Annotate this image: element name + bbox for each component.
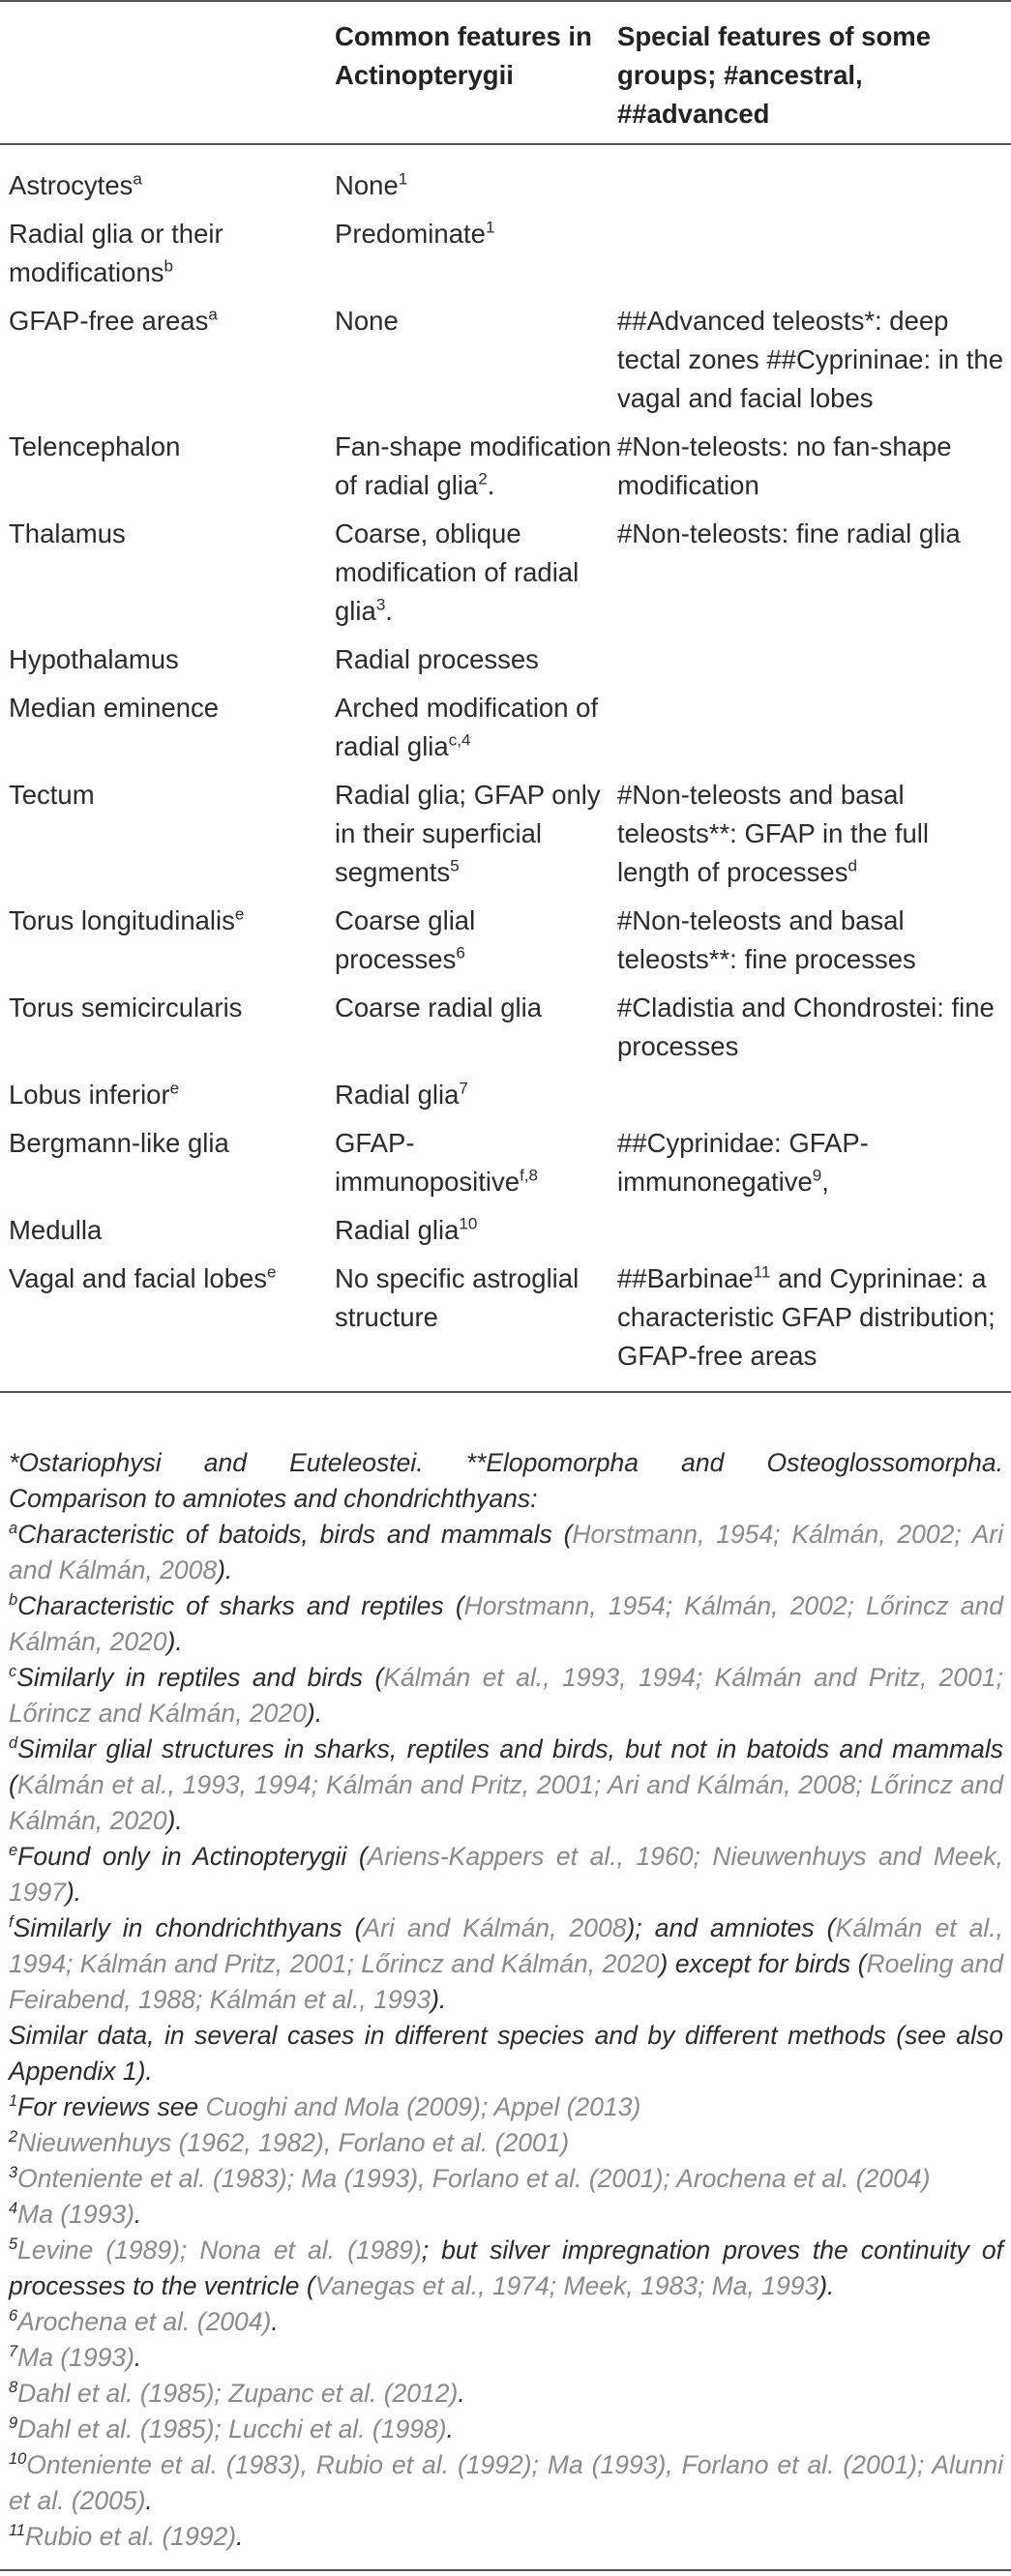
common-text: Radial glia (335, 1215, 460, 1245)
note-10-refs[interactable]: Onteniente et al. (1983), Rubio et al. (1992); Ma (1993), Forlano et al. (2001); Alunni et al. (2005) (9, 2450, 1003, 2515)
note-f-refs-2[interactable]: Kálmán et al., 1994; Kálmán and Pritz, 2001; Lőrincz and Kálmán, 2020 (9, 1913, 1004, 1978)
common-note-mark: 1 (398, 169, 408, 189)
feature-text: Telencephalon (9, 431, 181, 461)
cell-common (335, 687, 617, 774)
common-text: Coarse radial glia (335, 992, 542, 1022)
cell-special (617, 144, 1011, 213)
cell-feature (0, 687, 335, 774)
note-5-refs-1[interactable]: Levine (1989); Nona et al. (1989) (17, 2235, 422, 2265)
note-2-refs[interactable]: Nieuwenhuys (1962, 1982), Forlano et al. (2001) (17, 2128, 570, 2157)
common-text: None (335, 306, 399, 336)
note-8-refs[interactable]: Dahl et al. (1985); Zupanc et al. (2012) (17, 2379, 459, 2408)
feature-text: GFAP-free areas (9, 306, 209, 336)
table-row (0, 687, 1011, 774)
common-note-mark: 5 (450, 856, 460, 875)
note-b-refs[interactable]: Horstmann, 1954; Kálmán, 2002; Lőrincz and Kálmán, 2020 (9, 1591, 1004, 1656)
special-prefix-note-mark: 11 (753, 1262, 771, 1282)
note-7: $^7$Ma (1993). (9, 2342, 142, 2372)
common-note-mark: 6 (456, 943, 465, 962)
cell-feature (0, 1074, 335, 1122)
glia-features-table (0, 8, 1011, 1393)
note-e: $^e$Found only in Actinopterygii (Ariens-Kappers et al., 1960; Nieuwenhuys and Meek, 1997). (9, 1841, 1003, 1907)
special-text: #Cladistia and Chondrostei: fine processes (617, 992, 995, 1061)
common-text: None (335, 170, 399, 200)
feature-text: Astrocytes (9, 170, 134, 200)
feature-note-mark: e (169, 1079, 180, 1098)
feature-note-mark: e (234, 904, 245, 924)
feature-text: Medulla (9, 1215, 103, 1245)
note-7-refs[interactable]: Ma (1993) (17, 2343, 134, 2372)
note-a-refs[interactable]: Horstmann, 1954; Kálmán, 2002; Ari and Kálmán, 2008 (9, 1520, 1003, 1584)
note-5-refs-2[interactable]: Vanegas et al., 1974; Meek, 1983; Ma, 1993 (314, 2271, 819, 2300)
cell-feature (0, 1258, 335, 1392)
common-text: Fan-shape modification of radial glia (335, 431, 611, 500)
cell-feature (0, 300, 335, 426)
note-d: $^d$Similar glial structures in sharks, reptiles and birds, but not in batoids and mammals (Kálmán et al., 1993, 1994; Kálmán and Pritz, 2001; Ari and Kálmán, 2008; Lőrincz and Kálmán, 2020). (9, 1733, 1003, 1835)
note-1-refs[interactable]: Cuoghi and Mola (2009); Appel (2013) (205, 2092, 641, 2121)
table-row (0, 774, 1011, 900)
table-row (0, 513, 1011, 638)
table-row (0, 1122, 1011, 1209)
note-3: $^3$Onteniente et al. (1983); Ma (1993), Forlano et al. (2001); Arochena et al. (2004) (9, 2163, 931, 2193)
feature-text: Vagal and facial lobes (9, 1263, 268, 1293)
common-text: Predominate (335, 219, 486, 249)
note-2: $^2$Nieuwenhuys (1962, 1982), Forlano et al. (2001) (9, 2127, 570, 2157)
feature-text: Torus semicircularis (9, 992, 243, 1022)
header-special: Special features of some groups; #ancestral, ##advanced (617, 21, 932, 129)
feature-text: Hypothalamus (9, 644, 179, 674)
feature-text: Torus longitudinalis (9, 905, 235, 935)
cell-special (617, 300, 1011, 426)
note-f: $^f$Similarly in chondrichthyans (Ari and Kálmán, 2008); and amniotes (Kálmán et al., 1994; Kálmán and Pritz, 2001; Lőrincz and Kálmán, 2020) except for birds (Roeling and Feirabend, 1988; Kálmán et al., 1993). (9, 1912, 1004, 2014)
cell-special (617, 426, 1011, 513)
cell-common (335, 1074, 617, 1122)
table-row (0, 300, 1011, 426)
special-text: #Non-teleosts and basal teleosts**: GFAP in the full length of processes (617, 780, 930, 887)
cell-feature (0, 513, 335, 638)
cell-special (617, 213, 1011, 300)
table-body (0, 144, 1011, 1392)
cell-common (335, 426, 617, 513)
table-row (0, 900, 1011, 987)
special-text: and Cyprininae: a characteristic GFAP distribution; GFAP-free areas (617, 1263, 996, 1371)
cell-feature (0, 1122, 335, 1209)
table-row (0, 638, 1011, 687)
cell-special (617, 1258, 1011, 1392)
header-row (0, 8, 1011, 144)
cell-feature (0, 1209, 335, 1258)
table-row (0, 144, 1011, 213)
cell-special (617, 513, 1011, 638)
note-5: $^5$Levine (1989); Nona et al. (1989); but silver impregnation proves the continuity of processes to the ventricle (Vanegas et al., 1974; Meek, 1983; Ma, 1993). (9, 2235, 1003, 2300)
cell-feature (0, 774, 335, 900)
cell-common (335, 513, 617, 638)
special-suffix: , (821, 1167, 829, 1197)
table-top-rule (0, 0, 1011, 2)
feature-note-mark: e (267, 1262, 277, 1282)
feature-note-mark: a (208, 305, 218, 324)
note-4-refs[interactable]: Ma (1993) (17, 2200, 134, 2229)
feature-text: Radial glia or their modifications (9, 219, 223, 287)
table-header (0, 8, 1011, 144)
note-e-refs[interactable]: Ariens-Kappers et al., 1960; Nieuwenhuys and Meek, 1997 (9, 1842, 1003, 1907)
note-3-refs[interactable]: Onteniente et al. (1983); Ma (1993), Forlano et al. (2001); Arochena et al. (2004) (17, 2164, 931, 2193)
common-note-mark: 10 (459, 1214, 478, 1233)
note-similar: Similar data, in several cases in different species and by different methods (see also Appendix 1). (9, 2021, 1003, 2086)
cell-common (335, 144, 617, 213)
feature-text: Lobus inferior (9, 1080, 170, 1110)
note-groups: *Ostariophysi and Euteleostei. **Elopomorpha and Osteoglossomorpha. (9, 1448, 1003, 1477)
common-text: Coarse glial processes (335, 905, 476, 974)
cell-common (335, 1122, 617, 1209)
special-text: #Non-teleosts: no fan-shape modification (617, 431, 952, 500)
cell-special (617, 987, 1011, 1074)
cell-common (335, 638, 617, 687)
common-text: Radial glia (335, 1080, 460, 1110)
cell-feature (0, 638, 335, 687)
cell-special (617, 1209, 1011, 1258)
note-a: $^a$Characteristic of batoids, birds and mammals (Horstmann, 1954; Kálmán, 2002; Ari and Kálmán, 2008). (9, 1519, 1003, 1584)
special-note-mark: d (847, 856, 857, 875)
special-prefix: ##Barbinae (617, 1263, 754, 1293)
note-11: $^{11}$Rubio et al. (1992). (9, 2521, 244, 2551)
cell-common (335, 213, 617, 300)
cell-common (335, 300, 617, 426)
note-4: $^4$Ma (1993). (9, 2199, 142, 2229)
note-8: $^8$Dahl et al. (1985); Zupanc et al. (2012). (9, 2378, 465, 2408)
common-text: Arched modification of radial glia (335, 693, 599, 761)
common-note-mark: 2 (478, 469, 488, 489)
note-1: $^1$For reviews see Cuoghi and Mola (2009); Appel (2013) (9, 2091, 641, 2121)
common-note-mark: 7 (459, 1079, 468, 1098)
feature-text: Median eminence (9, 693, 220, 723)
common-suffix: . (487, 470, 495, 500)
common-text: No specific astroglial structure (335, 1263, 580, 1332)
common-text: Radial processes (335, 644, 539, 674)
note-d-refs[interactable]: Kálmán et al., 1993, 1994; Kálmán and Pritz, 2001; Ari and Kálmán, 2008; Lőrincz and Kálmán, 2020 (9, 1770, 1003, 1835)
feature-text: Thalamus (9, 518, 126, 548)
common-text: Coarse, oblique modification of radial glia (335, 518, 580, 626)
cell-feature (0, 900, 335, 987)
note-10: $^{10}$Onteniente et al. (1983), Rubio et al. (1992); Ma (1993), Forlano et al. (2001); Alunni et al. (2005). (9, 2449, 1003, 2515)
note-6: $^6$Arochena et al. (2004). (9, 2306, 279, 2336)
note-f-refs-1[interactable]: Ari and Kálmán, 2008 (363, 1913, 627, 1942)
common-text: GFAP-immunopositive (335, 1128, 520, 1197)
table-row (0, 426, 1011, 513)
feature-note-mark: b (164, 256, 173, 276)
table-row (0, 987, 1011, 1074)
note-6-refs[interactable]: Arochena et al. (2004) (17, 2307, 272, 2336)
common-note-mark: 3 (375, 595, 386, 614)
special-text: ##Cyprinidae: GFAP-immunonegative (617, 1128, 869, 1197)
common-note-mark: c,4 (448, 730, 471, 750)
note-c: $^c$Similarly in reptiles and birds (Kálmán et al., 1993, 1994; Kálmán and Pritz, 2001; Lőrincz and Kálmán, 2020). (9, 1662, 1003, 1728)
cell-common (335, 1258, 617, 1392)
common-suffix: . (385, 596, 393, 626)
feature-text: Bergmann-like glia (9, 1128, 229, 1158)
note-c-refs[interactable]: Kálmán et al., 1993, 1994; Kálmán and Pritz, 2001; Lőrincz and Kálmán, 2020 (9, 1663, 1003, 1728)
table-row (0, 1074, 1011, 1122)
cell-common (335, 774, 617, 900)
cell-common (335, 900, 617, 987)
common-note-mark: 1 (485, 218, 495, 237)
special-text: ##Advanced teleosts*: deep tectal zones ##Cyprininae: in the vagal and facial lobes (617, 306, 1003, 413)
common-text: Radial glia; GFAP only in their superficial segments (335, 780, 601, 887)
feature-note-mark: a (133, 169, 142, 189)
note-9: $^9$Dahl et al. (1985); Lucchi et al. (1998). (9, 2413, 454, 2443)
table-bottom-rule (0, 2569, 1011, 2571)
cell-special (617, 638, 1011, 687)
cell-special (617, 1122, 1011, 1209)
note-f-refs-3[interactable]: Roeling and Feirabend, 1988; Kálmán et al., 1993 (9, 1949, 1003, 2014)
note-b: $^b$Characteristic of sharks and reptiles (Horstmann, 1954; Kálmán, 2002; Lőrincz and Kálmán, 2020). (9, 1590, 1004, 1656)
special-text: #Non-teleosts: fine radial glia (617, 518, 961, 548)
cell-feature (0, 213, 335, 300)
cell-common (335, 1209, 617, 1258)
cell-special (617, 687, 1011, 774)
cell-feature (0, 987, 335, 1074)
cell-special (617, 1074, 1011, 1122)
note-11-refs[interactable]: Rubio et al. (1992) (25, 2522, 237, 2551)
cell-common (335, 987, 617, 1074)
cell-special (617, 900, 1011, 987)
table-footnotes (9, 1445, 1003, 2555)
cell-feature (0, 144, 335, 213)
table-row (0, 213, 1011, 300)
header-common: Common features in Actinopterygii (335, 21, 592, 90)
feature-text: Tectum (9, 780, 95, 810)
note-comparison: Comparison to amniotes and chondrichthyans: (9, 1484, 538, 1513)
table-row (0, 1258, 1011, 1392)
header-feature (0, 8, 335, 144)
special-note-mark: 9 (812, 1166, 822, 1185)
table-row (0, 1209, 1011, 1258)
cell-feature (0, 426, 335, 513)
common-note-mark: f,8 (520, 1166, 538, 1185)
special-text: #Non-teleosts and basal teleosts**: fine processes (617, 905, 916, 974)
cell-special (617, 774, 1011, 900)
note-9-refs[interactable]: Dahl et al. (1985); Lucchi et al. (1998) (17, 2414, 447, 2443)
